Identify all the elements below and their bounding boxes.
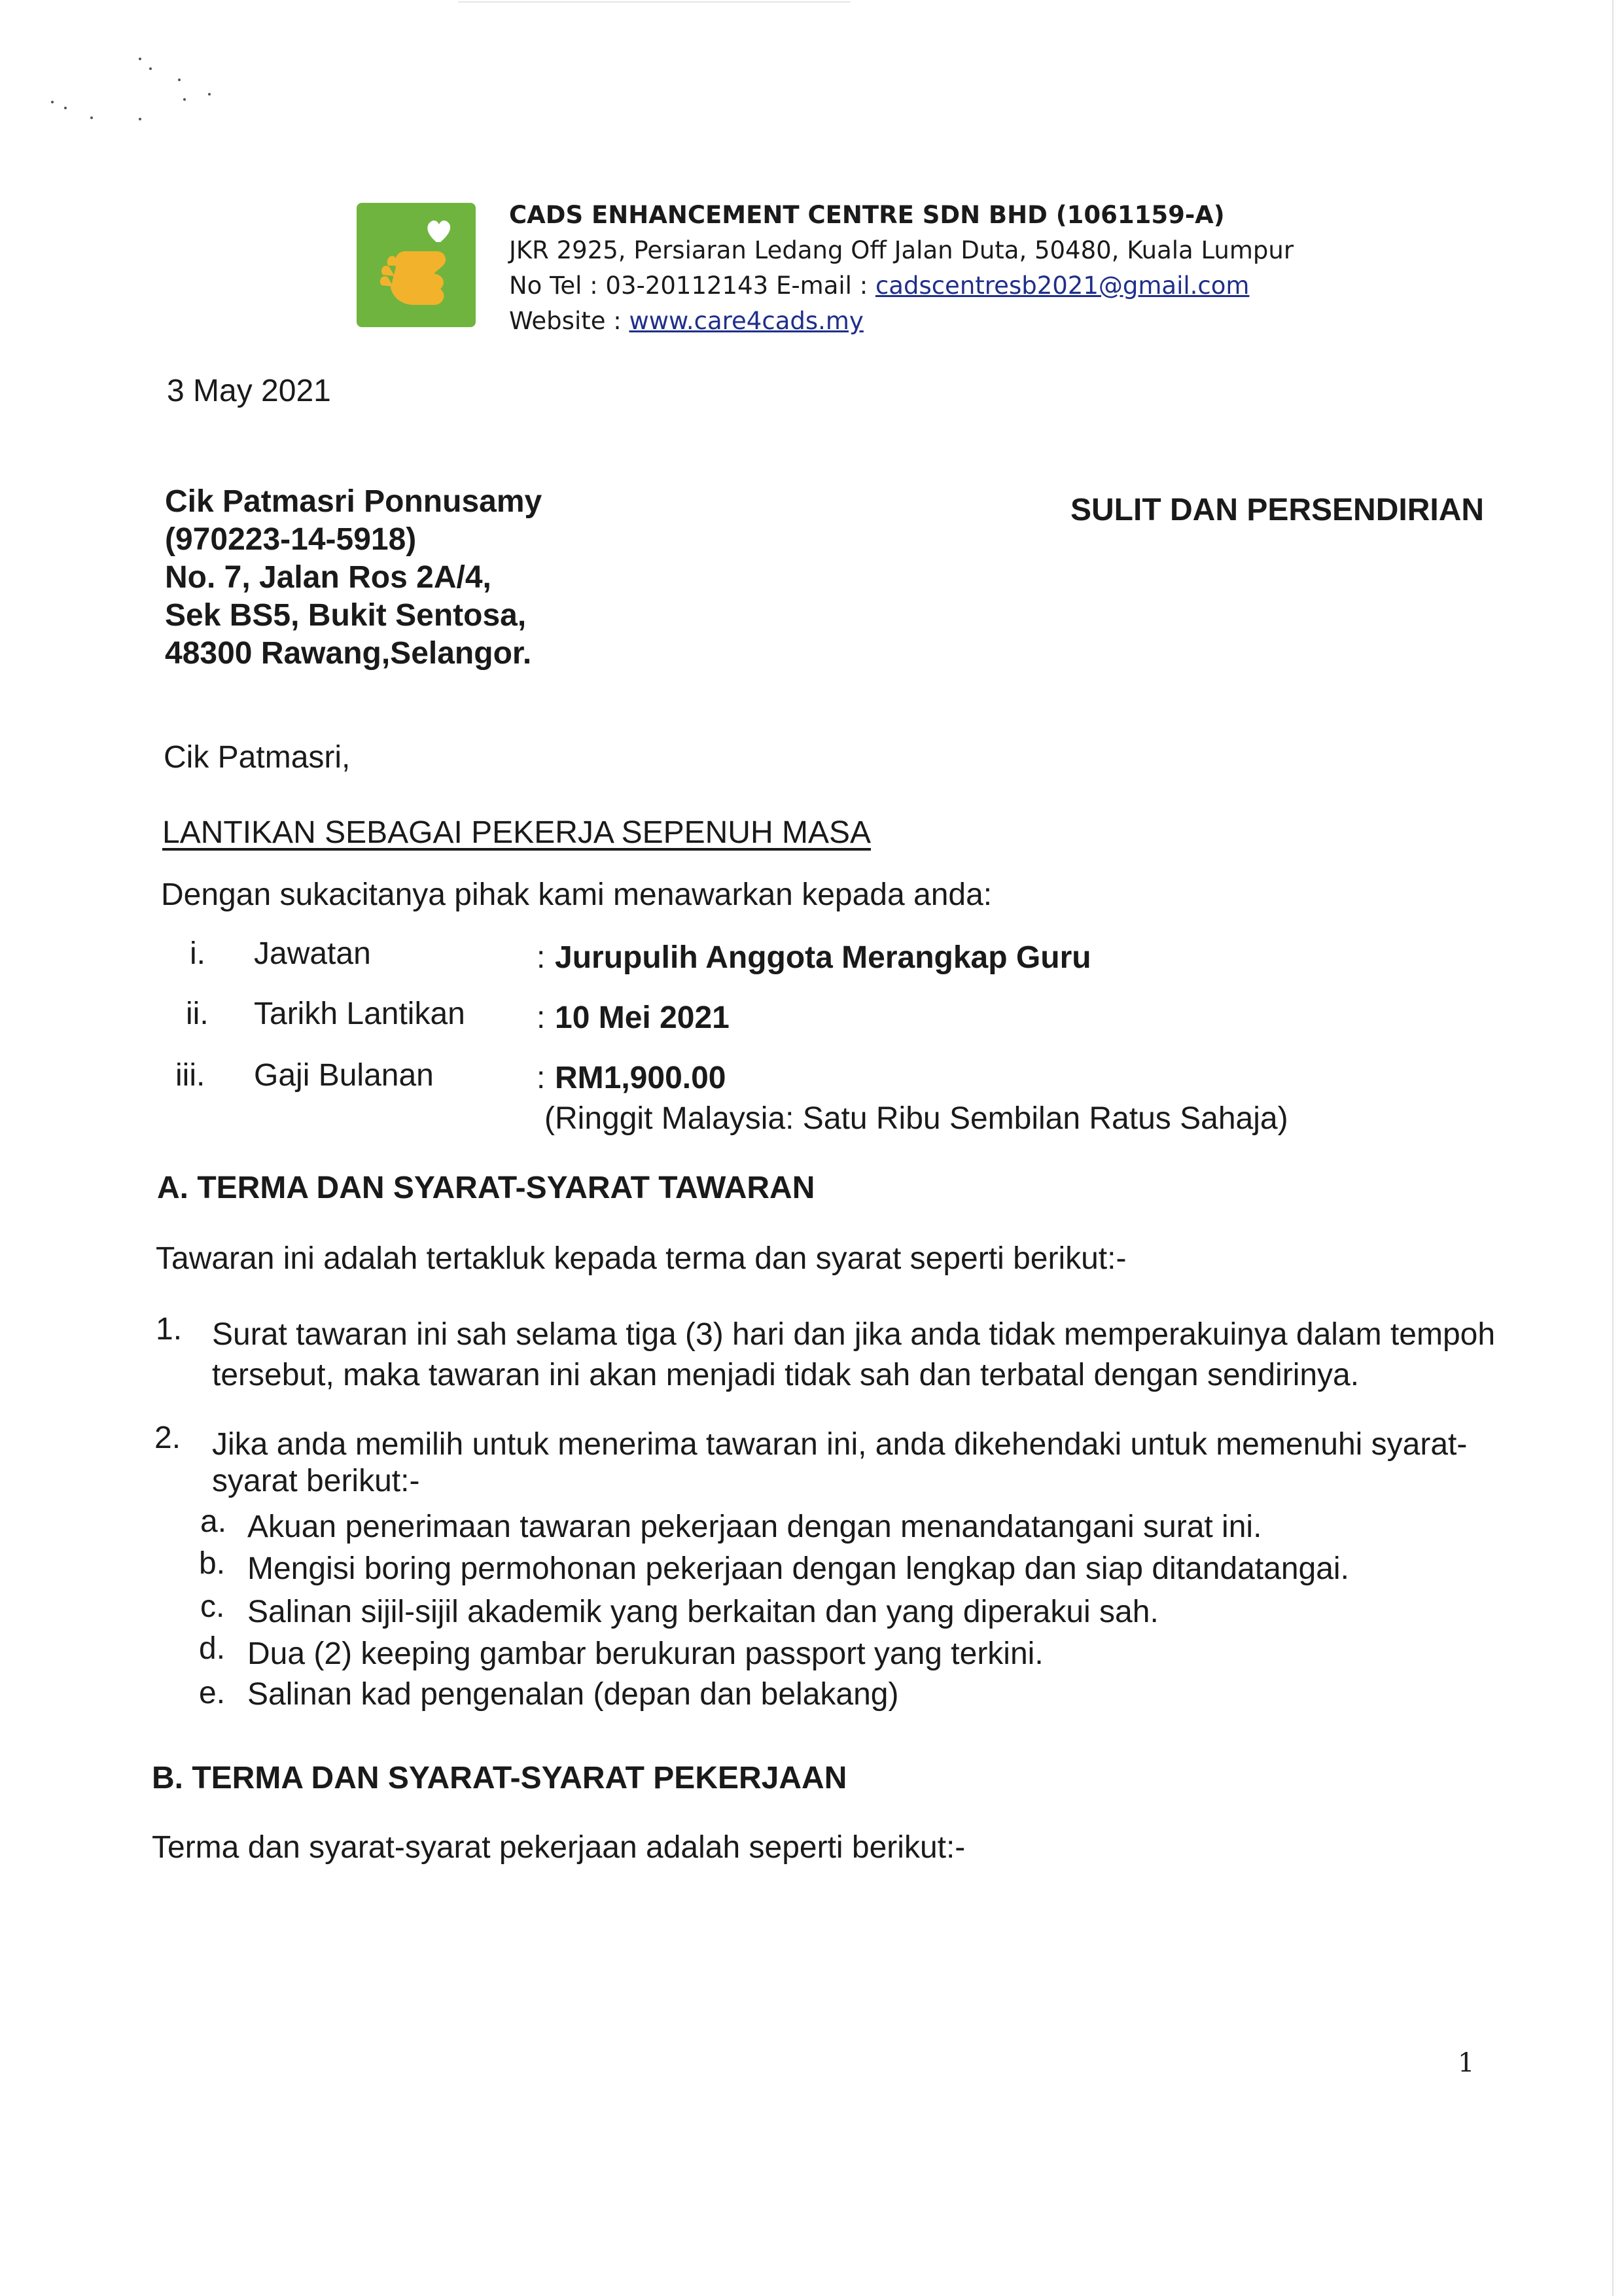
letter-subject: LANTIKAN SEBAGAI PEKERJA SEPENUH MASA xyxy=(162,815,871,850)
term-2-line2: syarat berikut:- xyxy=(212,1464,420,1498)
term-2-line1: Jika anda memilih untuk menerima tawaran ini, anda dikehendaki untuk memenuhi syarat- xyxy=(212,1427,1468,1462)
subterm-d-letter: d. xyxy=(199,1631,226,1666)
section-b-intro: Terma dan syarat-syarat pekerjaan adalah seperti berikut:- xyxy=(152,1830,966,1865)
recipient-line2: Sek BS5, Bukit Sentosa, xyxy=(165,598,527,633)
salutation: Cik Patmasri, xyxy=(164,740,351,775)
offer-num-2: ii. xyxy=(186,997,209,1031)
subterm-e-letter: e. xyxy=(199,1676,226,1710)
subterm-c-letter: c. xyxy=(200,1589,225,1624)
recipient-line1: No. 7, Jalan Ros 2A/4, xyxy=(165,560,491,595)
offer-colon-1: : xyxy=(537,940,546,975)
offer-colon-2: : xyxy=(537,1000,546,1035)
hand-heart-logo-icon xyxy=(357,203,476,327)
scan-edge-line xyxy=(458,1,851,3)
subterm-a-letter: a. xyxy=(200,1504,227,1539)
confidential-label: SULIT DAN PERSENDIRIAN xyxy=(1070,493,1485,527)
website-link[interactable]: www.care4cads.my xyxy=(629,307,864,335)
offer-num-1: i. xyxy=(190,936,205,971)
recipient-line3: 48300 Rawang,Selangor. xyxy=(165,636,532,671)
subterm-b-letter: b. xyxy=(199,1546,226,1581)
letterhead xyxy=(509,198,1294,339)
term-1-line1: Surat tawaran ini sah selama tiga (3) hari dan jika anda tidak memperakuinya dalam tempoh xyxy=(212,1317,1496,1352)
website-line xyxy=(509,304,1294,339)
email-link[interactable]: cadscentresb2021@gmail.com xyxy=(875,272,1250,300)
offer-num-3: iii. xyxy=(175,1058,205,1093)
offer-note-3: (Ringgit Malaysia: Satu Ribu Sembilan Ratus Sahaja) xyxy=(544,1101,1288,1136)
offer-label-2: Tarikh Lantikan xyxy=(254,997,465,1031)
contact-line xyxy=(509,268,1294,304)
offer-value-2: 10 Mei 2021 xyxy=(555,1000,730,1035)
subterm-b-text: Mengisi boring permohonan pekerjaan dengan lengkap dan siap ditandatangai. xyxy=(247,1551,1349,1586)
term-1-num: 1. xyxy=(156,1312,183,1347)
section-a-intro: Tawaran ini adalah tertakluk kepada terma dan syarat seperti berikut:- xyxy=(156,1241,1127,1276)
page-number: 1 xyxy=(1458,2048,1475,2078)
company-name: CADS ENHANCEMENT CENTRE SDN BHD (1061159-A) xyxy=(509,201,1225,229)
offer-colon-3: : xyxy=(537,1061,546,1095)
term-1-line2: tersebut, maka tawaran ini akan menjadi tidak sah dan terbatal dengan sendirinya. xyxy=(212,1358,1360,1392)
subterm-e-text: Salinan kad pengenalan (depan dan belakang) xyxy=(247,1677,899,1712)
company-logo xyxy=(357,203,476,327)
recipient-name: Cik Patmasri Ponnusamy xyxy=(165,484,542,519)
subterm-c-text: Salinan sijil-sijil akademik yang berkaitan dan yang diperakui sah. xyxy=(247,1595,1159,1629)
section-a-title: A. TERMA DAN SYARAT-SYARAT TAWARAN xyxy=(157,1171,815,1205)
offer-value-1: Jurupulih Anggota Merangkap Guru xyxy=(555,940,1091,975)
recipient-address xyxy=(165,483,542,673)
offer-value-3: RM1,900.00 xyxy=(555,1061,726,1095)
term-2-num: 2. xyxy=(154,1421,181,1455)
subterm-a-text: Akuan penerimaan tawaran pekerjaan dengan menandatangani surat ini. xyxy=(247,1510,1262,1544)
letter-date: 3 May 2021 xyxy=(167,374,331,408)
tel-label: No Tel : 03-20112143 E-mail : xyxy=(509,272,875,300)
website-label: Website : xyxy=(509,307,629,335)
scan-page-border xyxy=(1612,0,1614,2296)
company-address: JKR 2925, Persiaran Ledang Off Jalan Duta, 50480, Kuala Lumpur xyxy=(509,236,1294,264)
offer-label-3: Gaji Bulanan xyxy=(254,1058,434,1093)
subterm-d-text: Dua (2) keeping gambar berukuran passport yang terkini. xyxy=(247,1636,1044,1671)
offer-intro: Dengan sukacitanya pihak kami menawarkan kepada anda: xyxy=(161,877,993,912)
recipient-id: (970223-14-5918) xyxy=(165,522,417,557)
section-b-title: B. TERMA DAN SYARAT-SYARAT PEKERJAAN xyxy=(152,1761,847,1795)
offer-label-1: Jawatan xyxy=(254,936,371,971)
